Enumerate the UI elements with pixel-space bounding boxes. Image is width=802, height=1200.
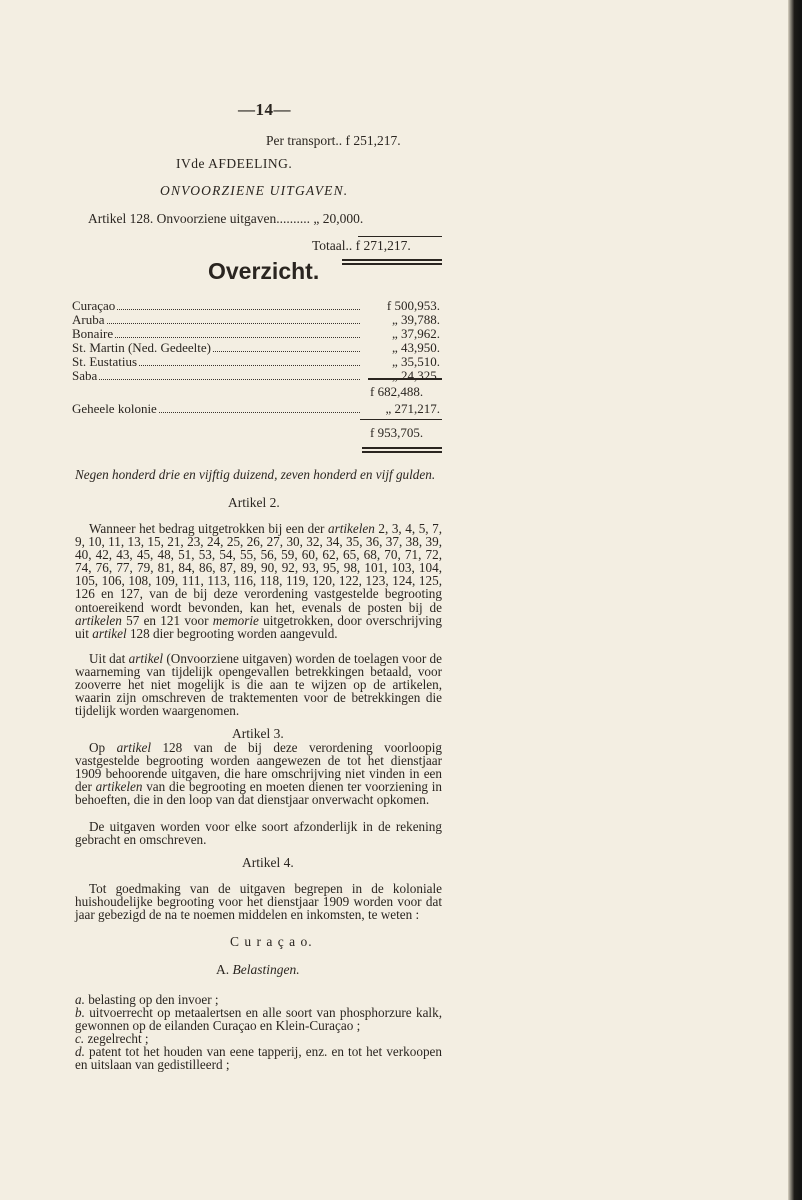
overzicht-row: [72, 368, 440, 383]
grand-total: f 953,705.: [370, 425, 424, 440]
artikel-2-paragraph-2: Uit dat artikel (Onvoorziene uitgaven) worden de toelagen voor de waarneming van tijdelijk opengevallen betrekkingen betaald, voor zooverre het niet mogelijk is die aan te wijzen op de artikelen, waarin zijn omschreven de traktementen voor de betrekkingen die tijdelijk worden waargenomen.: [75, 651, 442, 719]
row-amount: „ 37,962.: [391, 326, 440, 341]
overzicht-title: Overzicht.: [208, 258, 320, 284]
list-item: d. patent tot het houden van eene tapperij, enz. en tot het verkoopen en uitslaan van gedistilleerd ;: [75, 1044, 442, 1073]
leader-dots: [139, 365, 360, 366]
amount-in-words: Negen honderd drie en vijftig duizend, zeven honderd en vijf gulden.: [75, 467, 436, 482]
colony-amount: „ 271,217.: [385, 401, 440, 416]
subtotal-rule: [368, 378, 442, 380]
artikel-2-paragraph-1: Wanneer het bedrag uitgetrokken bij een der artikelen 2, 3, 4, 5, 7, 9, 10, 11, 13, 15, 21, 23, 24, 25, 26, 27, 30, 32, 34, 35, 36, 37, 38, 39, 40, 42, 43, 45, 48, 51, 53, 54, 55, 56, 59, 60, 62, 65, 68, 70, 71, 72, 74, 76, 77, 79, 81, 84, 86, 87, 89, 90, 92, 93, 95, 98, 101, 103, 104, 105, 106, 108, 109, 111, 113, 116, 118, 119, 120, 122, 123, 124, 125, 126 en 127, van de bij deze verordening vastgestelde begrooting ontoereikend wordt bevonden, kan het, evenals de posten bij de artikelen 57 en 121 voor memorie uitgetrokken, door overschrijving uit artikel 128 dier begrooting worden aangevuld.: [75, 521, 443, 641]
subsection-heading: A. Belastingen.: [216, 962, 300, 977]
overzicht-row: [72, 298, 440, 313]
double-rule: [342, 263, 442, 265]
artikel-3-paragraph-2: De uitgaven worden voor elke soort afzonderlijk in de rekening gebracht en omschreven.: [75, 819, 442, 848]
sum-rule: [358, 236, 442, 237]
list-item: a. belasting op den invoer ;: [75, 992, 219, 1007]
section-subheading: ONVOORZIENE UITGAVEN.: [160, 183, 349, 198]
tax-list: [75, 993, 442, 1072]
list-item: c. zegelrecht ;: [75, 1031, 149, 1047]
page-number: —14—: [238, 100, 291, 119]
overzicht-row: [72, 354, 440, 369]
artikel-4-paragraph-1: Tot goedmaking van de uitgaven begrepen in de koloniale huishoudelijke begrooting voor het dienstjaar 1909 worden voor dat jaar gebezigd de na te noemen middelen en inkomsten, te weten :: [75, 881, 442, 923]
row-name: Saba: [72, 368, 98, 383]
artikel-2-heading: Artikel 2.: [228, 495, 280, 510]
leader-dots: [115, 337, 360, 338]
row-name: St. Martin (Ned. Gedeelte): [72, 340, 211, 355]
island-heading: C u r a ç a o.: [230, 934, 313, 949]
leader-dots: [159, 412, 360, 413]
total-rule: [360, 419, 442, 420]
double-rule: [342, 259, 442, 261]
leader-dots: [107, 323, 361, 324]
artikel-3-heading: Artikel 3.: [232, 726, 284, 741]
row-amount: „ 43,950.: [391, 340, 440, 355]
row-name: Bonaire: [72, 326, 114, 341]
artikel-3-paragraph-1: Op artikel 128 van de bij deze verordening voorloopig vastgestelde begrooting worden aangewezen de tot het dienstjaar 1909 behoorende uitgaven, die hare omschrijving niet vinden in een der artikelen van die begrooting en moeten dienen ter voorziening in behoeften, die in den loop van dat dienstjaar onverwacht opkomen.: [75, 740, 443, 808]
row-name: St. Eustatius: [72, 354, 138, 369]
overzicht-row: [72, 326, 440, 341]
row-name: Aruba: [72, 312, 105, 327]
subtotal-amount: f 682,488.: [370, 384, 424, 399]
section-heading: IVde AFDEELING.: [176, 156, 293, 171]
leader-dots: [117, 309, 360, 310]
row-amount: „ 39,788.: [391, 312, 440, 327]
transport-line: Per transport.. f 251,217.: [266, 133, 401, 148]
row-amount: „ 24,325.: [391, 368, 440, 383]
total-line: Totaal.. f 271,217.: [312, 238, 411, 253]
scan-edge: [788, 0, 802, 1200]
row-amount: „ 35,510.: [391, 354, 440, 369]
row-amount: f 500,953.: [386, 298, 440, 313]
article-128-line: Artikel 128. Onvoorziene uitgaven.......... „ 20,000.: [88, 211, 364, 226]
leader-dots: [99, 379, 360, 380]
double-rule: [362, 451, 442, 453]
overzicht-row: [72, 312, 440, 327]
leader-dots: [213, 351, 360, 352]
overzicht-row: [72, 340, 440, 355]
list-item: b. uitvoerrecht op metaalertsen en alle soort van phosphorzure kalk, gewonnen op de eilanden Curaçao en Klein-Curaçao ;: [75, 1005, 442, 1034]
artikel-4-heading: Artikel 4.: [242, 855, 294, 870]
colony-name: Geheele kolonie: [72, 401, 157, 416]
double-rule: [362, 447, 442, 449]
row-name: Curaçao: [72, 298, 116, 313]
colony-row: [72, 401, 440, 416]
